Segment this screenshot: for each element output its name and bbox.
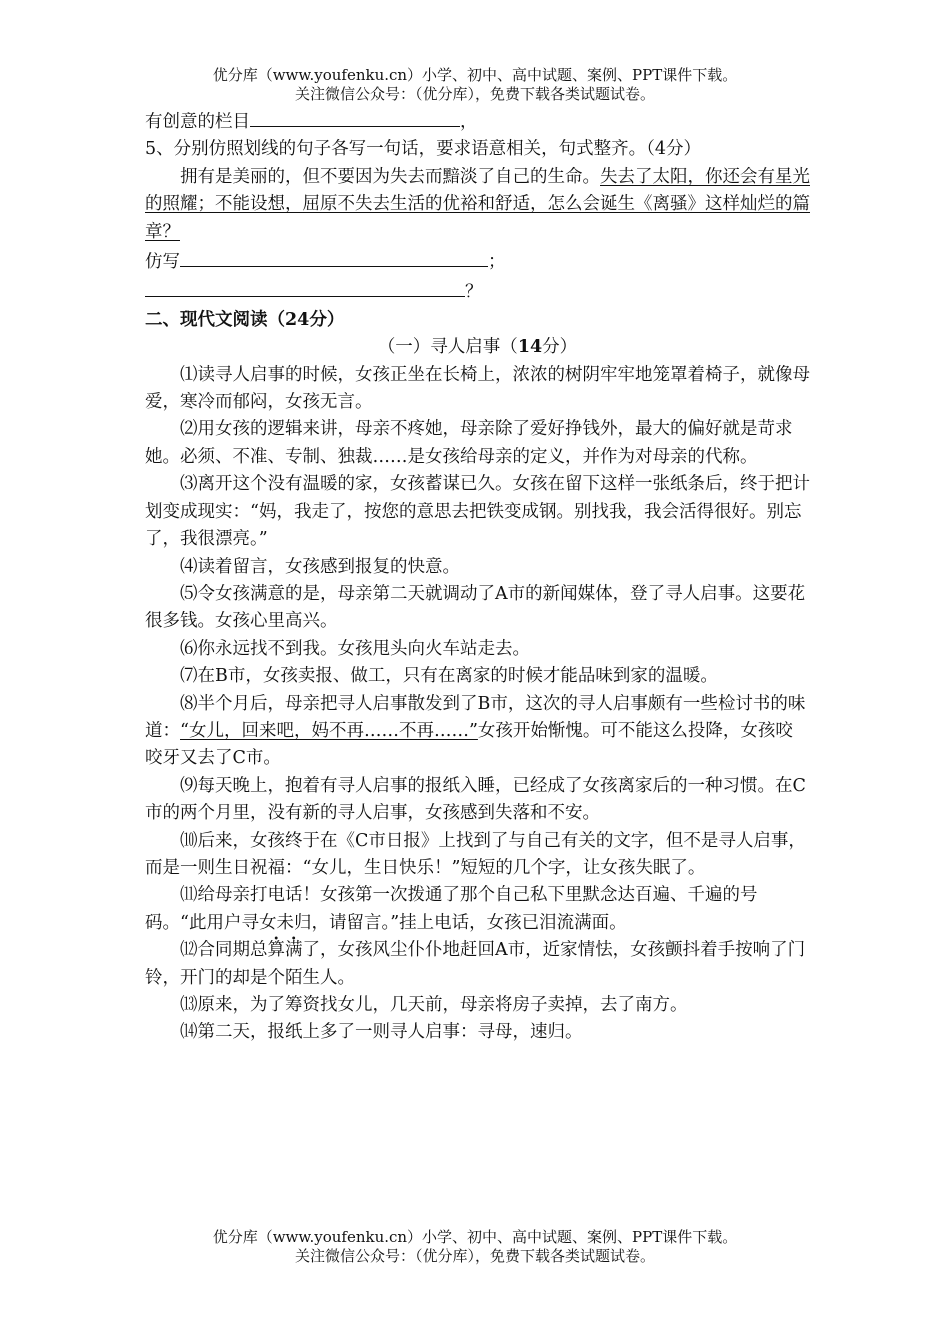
answer-blank[interactable] xyxy=(250,106,460,127)
subsection-title xyxy=(145,334,810,361)
answer-blank[interactable] xyxy=(145,276,465,297)
emphasis-dot-char: 算 xyxy=(267,940,285,961)
q5-prompt: 5、分别仿照划线的句子各写一句话，要求语意相关，句式整齐。（4分） xyxy=(145,139,702,160)
subsection-prefix: （一）寻人启事（ xyxy=(377,337,518,358)
q5-lead: 拥有是美丽的，但不要因为失去而黯淡了自己的生命。 xyxy=(180,166,600,187)
paragraph-12 xyxy=(145,937,810,992)
q5-copy-line-2 xyxy=(145,276,810,306)
paragraph-11: ⑾给母亲打电话！女孩第一次拨通了那个自己私下里默念达百遍、千遍的号码。“此用户寻女未归，请留言。”挂上电话，女孩已泪流满面。 xyxy=(145,885,758,933)
subsection-suffix: 分） xyxy=(542,337,578,358)
q5-copy-line-1 xyxy=(145,246,810,276)
paragraph-8-underlined: “女儿，回来吧，妈不再……不再……” xyxy=(180,720,478,741)
subsection-score: 14 xyxy=(517,337,543,358)
paragraph-3: ⑶离开这个没有温暖的家，女孩蓄谋已久。女孩在留下这样一张纸条后，终于把计划变成现实：“妈，我走了，按您的意思去把铁变成钢。别找我，我会活得很好。别忘了，我很漂亮。” xyxy=(145,474,810,550)
paragraph-6: ⑹你永远找不到我。女孩甩头向火车站走去。 xyxy=(180,638,530,659)
paragraph-12-text-a: ⑿合同期 xyxy=(180,940,250,961)
paragraph-5: ⑸令女孩满意的是，母亲第二天就调动了A市的新闻媒体，登了寻人启事。这要花很多钱。女孩心里高兴。 xyxy=(145,583,806,632)
q5-question-mark: ？ xyxy=(465,282,483,303)
paragraph-13: ⒀原来，为了筹资找女儿，几天前，母亲将房子卖掉，去了南方。 xyxy=(180,995,688,1015)
q5-example xyxy=(145,164,810,246)
q5-underlined-sentence: 失去了太阳，你还会有星光的照耀；不能设想，屈原不失去生活的优裕和舒适，怎么会诞生《离骚》这样灿烂的篇章？ xyxy=(145,166,810,242)
page-footer xyxy=(0,1228,950,1266)
paragraph-8-text-a: ⑻半个月后，母亲把寻人启事散发到了B市，这次的寻人启事颇有一些检讨书的味道： xyxy=(145,693,806,741)
q4-label: 有创意的栏目 xyxy=(145,112,250,132)
paragraph-10: ⑽后来，女孩终于在《C市日报》上找到了与自己有关的文字，但不是寻人启事，而是一则生日祝福：“女儿，生日快乐！”短短的几个字，让女孩失眠了。 xyxy=(145,830,806,878)
q5-copy-label: 仿写 xyxy=(145,252,180,273)
answer-blank[interactable] xyxy=(180,246,488,267)
paragraph-14: ⒁第二天，报纸上多了一则寻人启事：寻母，速归。 xyxy=(180,1022,583,1043)
paragraph-7: ⑺在B市，女孩卖报、做工，只有在离家的时候才能品味到家的温暖。 xyxy=(180,666,718,687)
header-line-2: 关注微信公众号：（优分库），免费下载各类试题试卷。 xyxy=(294,85,655,103)
paragraph-12-text-b: 满了，女孩风尘仆仆地赶回A市，近家情怯，女孩颤抖着手按响了门铃，开门的却是个陌生人。 xyxy=(145,940,806,988)
page-header xyxy=(0,66,950,104)
q4-tail xyxy=(145,106,810,136)
footer-line-1: 优分库（www.youfenku.cn）小学、初中、高中试题、案例、PPT课件下载。 xyxy=(212,1228,738,1246)
emphasis-dot-char: 总 xyxy=(250,940,268,961)
header-line-1: 优分库（www.youfenku.cn）小学、初中、高中试题、案例、PPT课件下载。 xyxy=(212,66,738,84)
q5-semicolon: ； xyxy=(488,252,506,273)
footer-line-2: 关注微信公众号：（优分库），免费下载各类试题试卷。 xyxy=(294,1247,655,1265)
section-title: 二、现代文阅读（24分） xyxy=(145,309,345,330)
paragraph-8-text-b: 女孩开始惭愧。可不能这么投降，女孩咬咬牙又去了C市。 xyxy=(145,720,793,769)
q4-end: ， xyxy=(460,112,478,132)
exam-content xyxy=(145,106,810,1047)
paragraph-8 xyxy=(145,691,810,773)
paragraph-2: ⑵用女孩的逻辑来讲，母亲不疼她，母亲除了爱好挣钱外，最大的偏好就是苛求她。必须、不准、专制、独裁……是女孩给母亲的定义，并作为对母亲的代称。 xyxy=(145,419,793,467)
paragraph-4: ⑷读着留言，女孩感到报复的快意。 xyxy=(180,556,460,577)
paragraph-9: ⑼每天晚上，抱着有寻人启事的报纸入睡，已经成了女孩离家后的一种习惯。在C市的两个月里，没有新的寻人启事，女孩感到失落和不安。 xyxy=(145,775,806,824)
paragraph-1: ⑴读寻人启事的时候，女孩正坐在长椅上，浓浓的树阴牢牢地笼罩着椅子，就像母爱，寒冷而郁闷，女孩无言。 xyxy=(145,364,810,413)
